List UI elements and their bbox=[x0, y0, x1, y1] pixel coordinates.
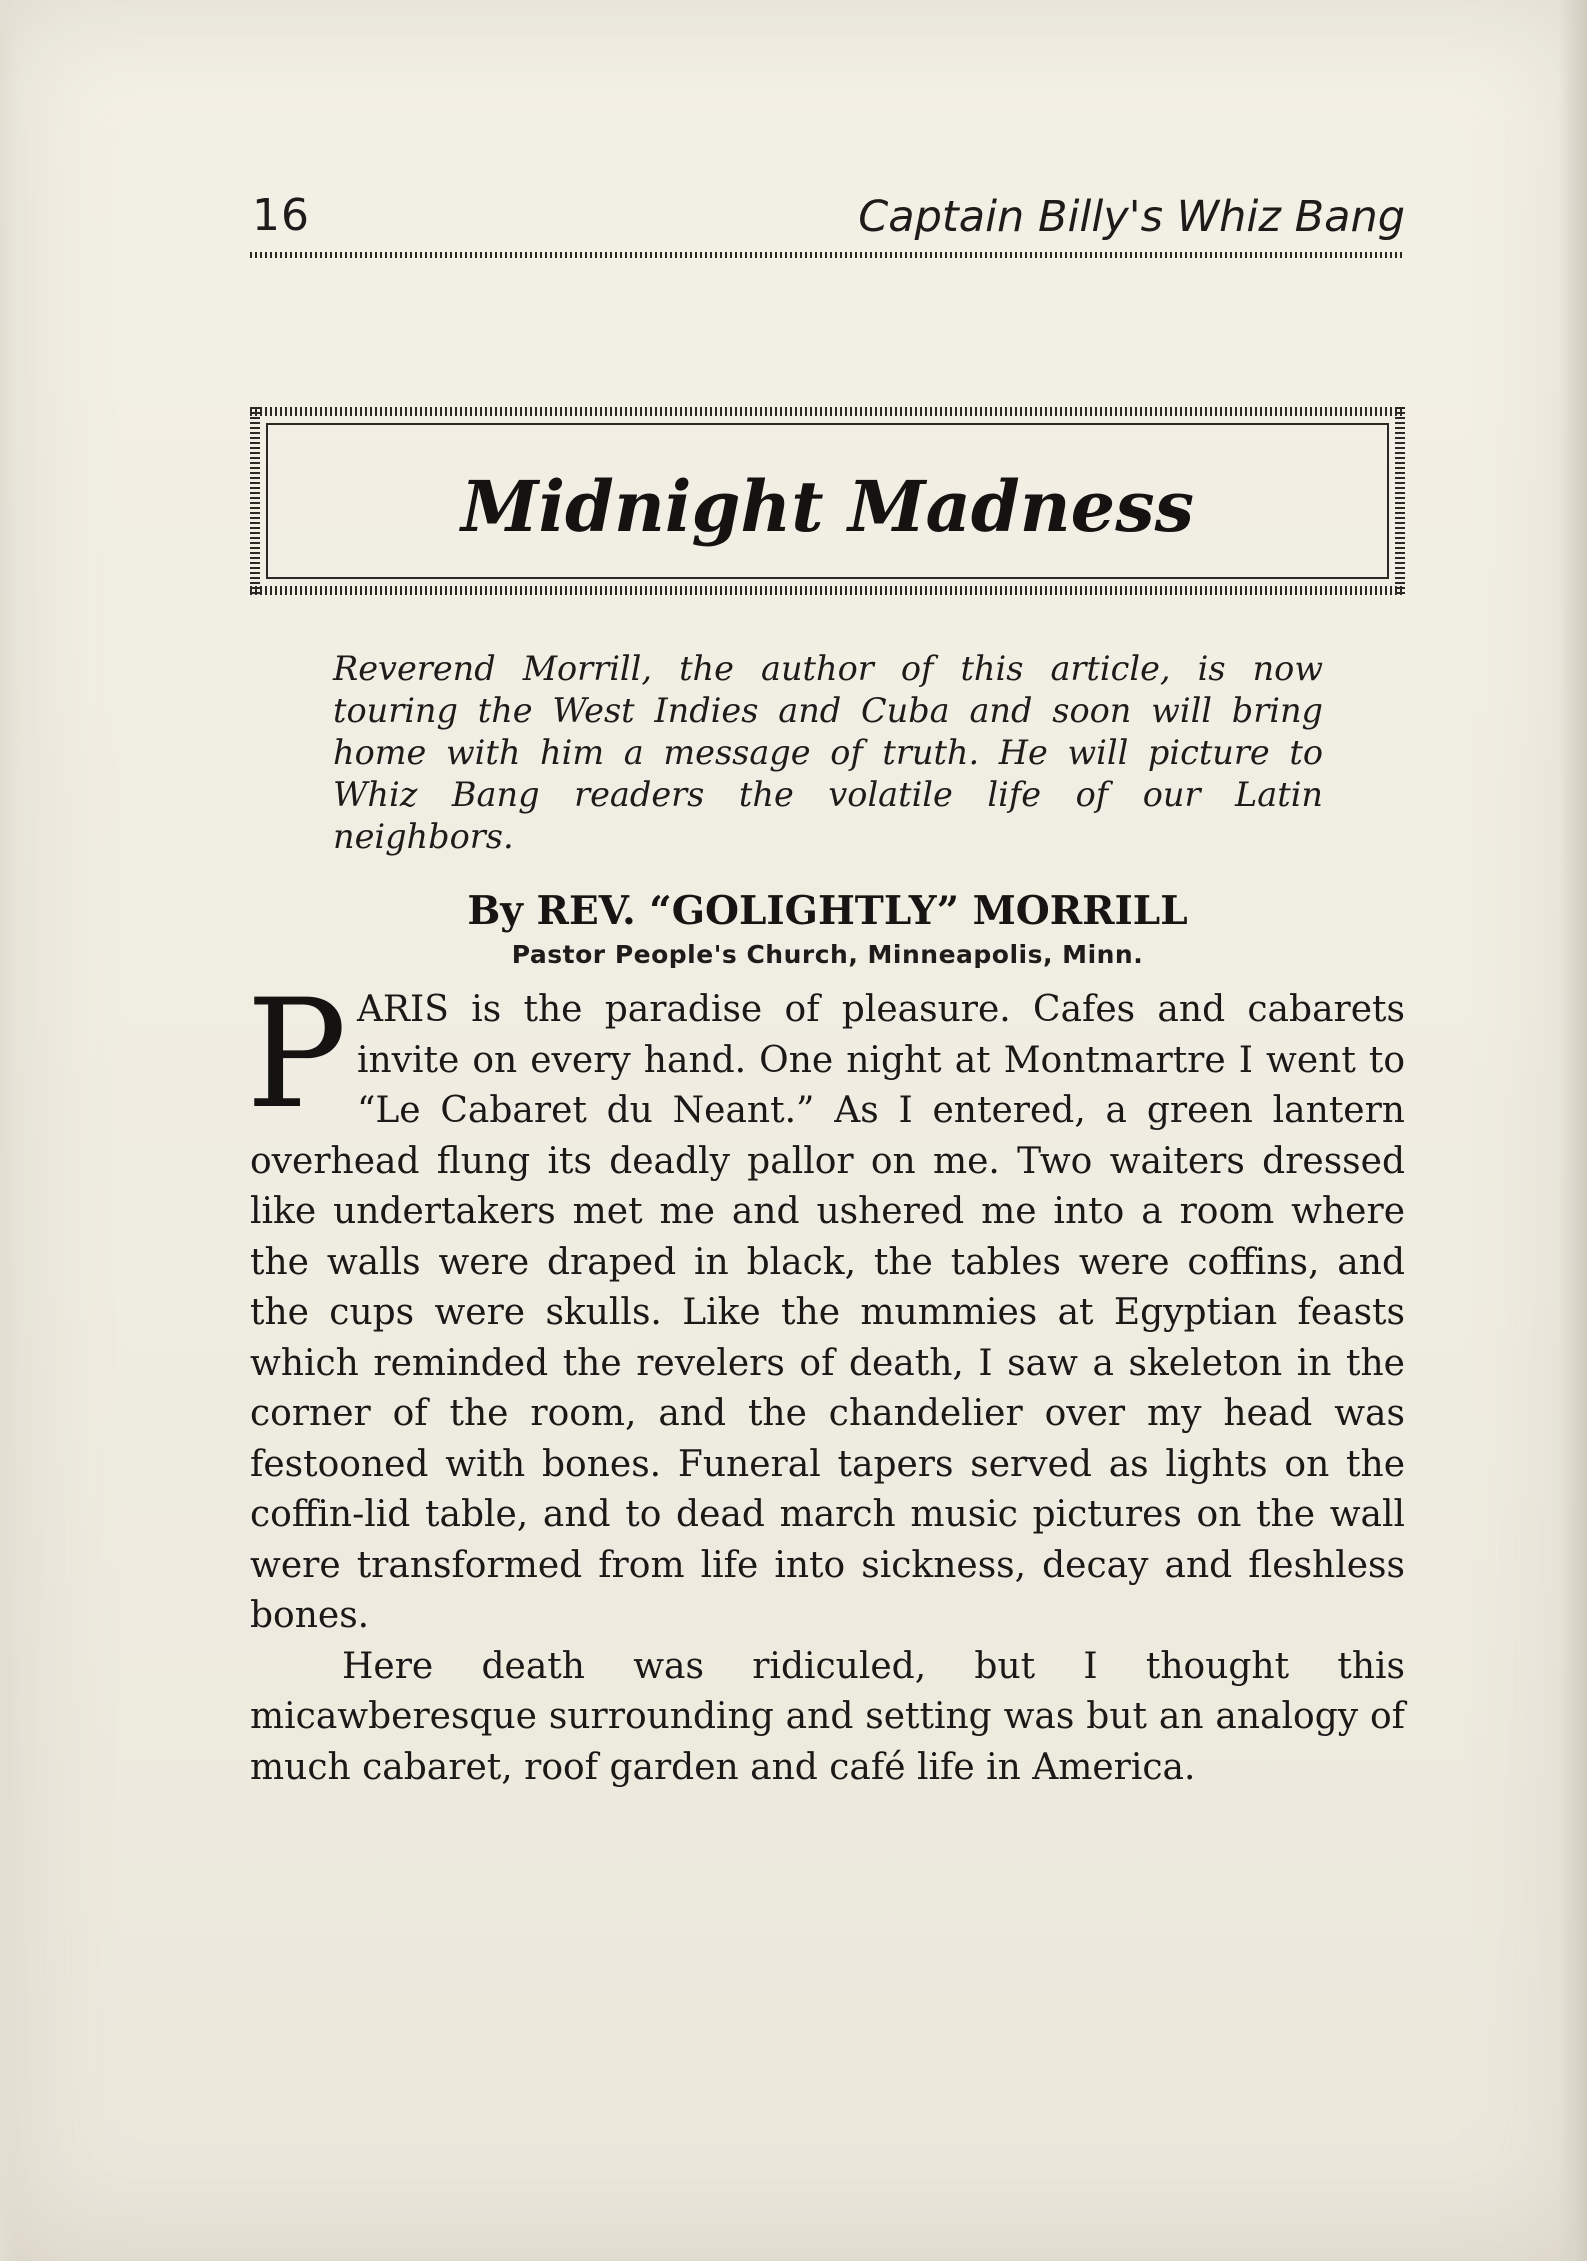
title-box-top-border bbox=[250, 407, 1405, 416]
byline: By REV. “GOLIGHTLY” MORRILL bbox=[467, 888, 1188, 934]
page-number: 16 bbox=[252, 190, 310, 241]
title-box-inner-top bbox=[266, 423, 1389, 425]
author-affiliation: Pastor People's Church, Minneapolis, Minn. bbox=[511, 940, 1144, 969]
article-title: Midnight Madness bbox=[460, 465, 1195, 548]
publication-title: Captain Billy's Whiz Bang bbox=[858, 192, 1405, 242]
title-box bbox=[250, 407, 1405, 595]
title-box-bottom-border bbox=[250, 586, 1405, 595]
running-header bbox=[250, 190, 1405, 250]
header-rule bbox=[250, 252, 1405, 258]
paragraph-1-text: ARIS is the paradise of pleasure. Cafes and cabarets invite on every hand. One night at Montmartre I went to “Le Cabaret du Neant.” As I entered, a green lantern overhead flung its deadly pallor on me. Two waiters dressed like undertakers met me and ushered me into a room where the walls were draped in black, the tables were coffins, and the cups were skulls. Like the mummies at Egyptian feasts which reminded the revelers of death, I saw a skeleton in the corner of the room, and the chandelier over my head was festooned with bones. Funeral tapers served as lights on the coffin-lid table, and to dead march music pictures on the wall were transformed from life into sickness, decay and fleshless bones. bbox=[250, 989, 1405, 1636]
page-edge-right bbox=[1559, 0, 1587, 2261]
title-box-inner-bottom bbox=[266, 577, 1389, 579]
editor-note: Reverend Morrill, the author of this article, is now touring the West Indies and Cuba and soon will bring home with him a message of truth. He will picture to Whiz Bang readers the volatile life of our Latin neighbors. bbox=[333, 649, 1323, 856]
drop-cap: P bbox=[246, 968, 347, 1142]
paragraph-1 bbox=[246, 968, 1405, 1642]
paragraph-2: Here death was ridiculed, but I thought this micawberesque surrounding and setting was but an analogy of much cabaret, roof garden and café life in America. bbox=[250, 1645, 1405, 1788]
article-body bbox=[246, 968, 1405, 1793]
page-edge-left bbox=[0, 0, 18, 2261]
